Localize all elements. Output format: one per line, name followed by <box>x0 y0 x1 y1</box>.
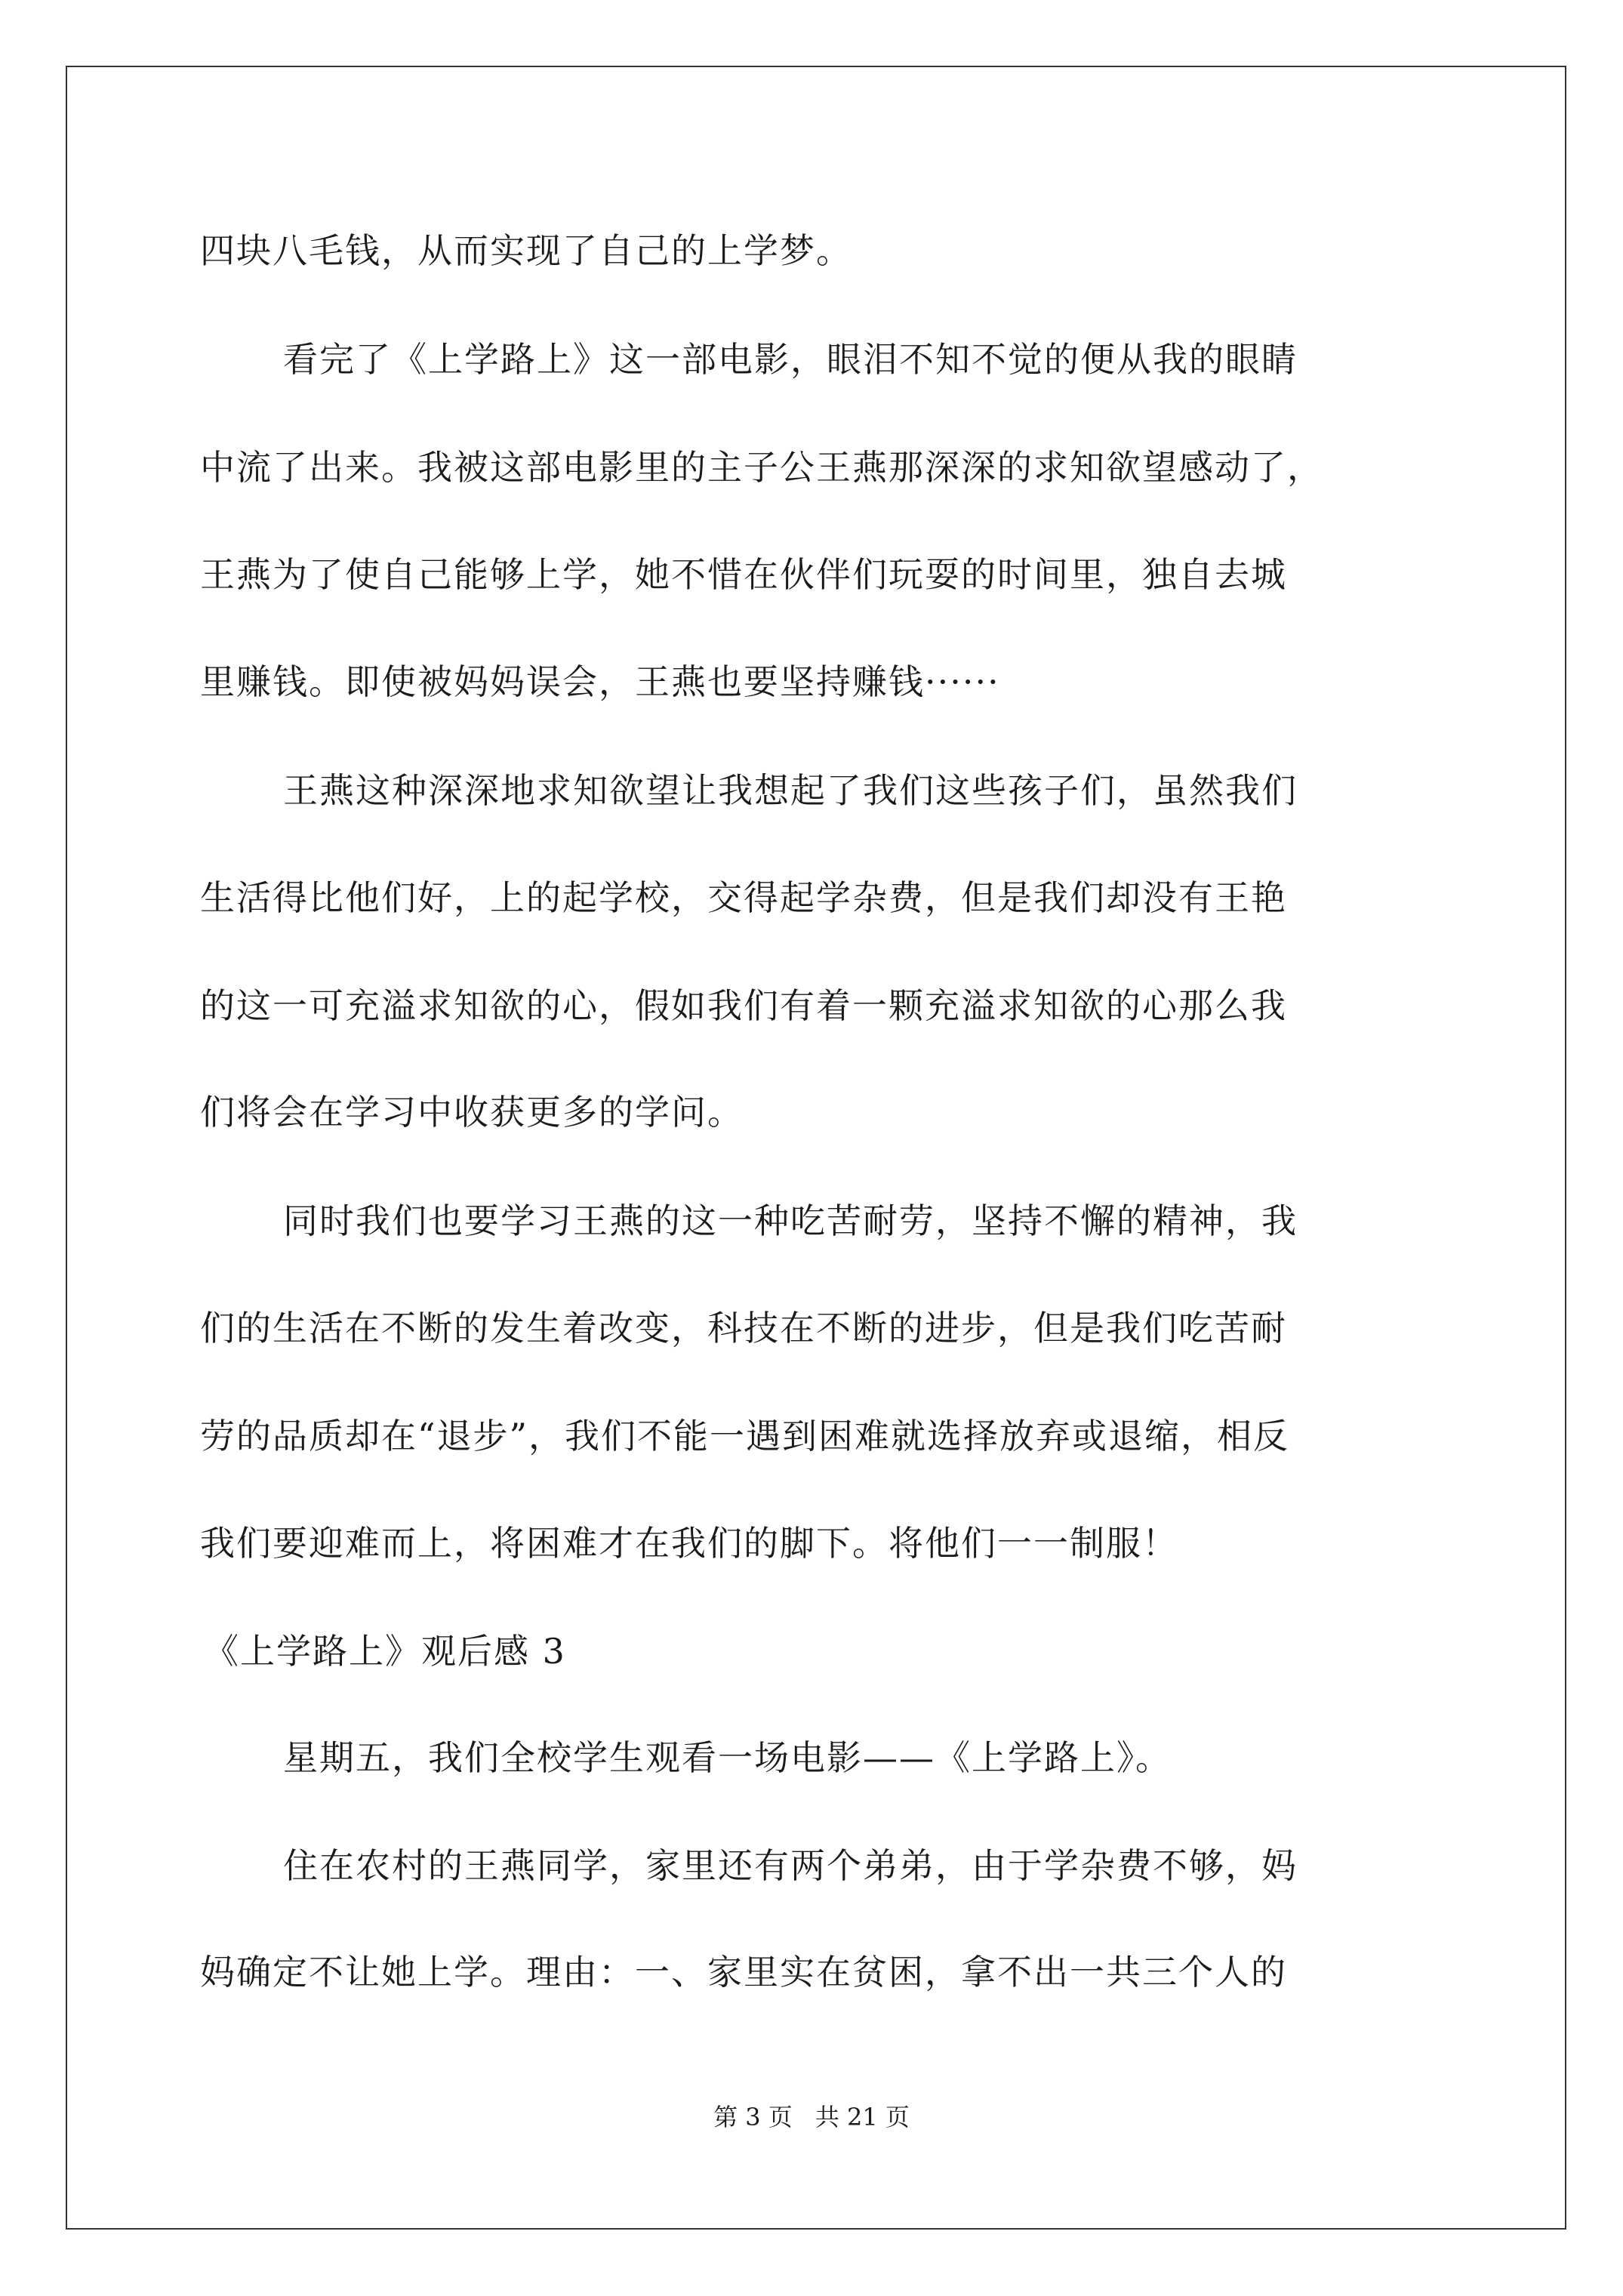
text-line: 里赚钱。即使被妈妈误会，王燕也要坚持赚钱······ <box>200 661 1000 702</box>
text-line: 们将会在学习中收获更多的学问。 <box>200 1092 744 1133</box>
text-line: 的这一可充溢求知欲的心，假如我们有着一颗充溢求知欲的心那么我 <box>200 985 1287 1026</box>
text-line: 我们要迎难而上，将困难才在我们的脚下。将他们一一制服！ <box>200 1523 1178 1564</box>
text-line: 中流了出来。我被这部电影里的主子公王燕那深深的求知欲望感动了， <box>200 447 1323 488</box>
text-line: 四块八毛钱，从而实现了自己的上学梦。 <box>200 230 852 271</box>
text-line: 们的生活在不断的发生着改变，科技在不断的进步，但是我们吃苦耐 <box>200 1308 1287 1348</box>
section-heading: 《上学路上》观后感 3 <box>204 1631 566 1672</box>
text-line: 星期五，我们全校学生观看一场电影——《上学路上》。 <box>283 1737 1172 1778</box>
page-total: 共 21 页 <box>815 2103 910 2131</box>
text-line: 王燕这种深深地求知欲望让我想起了我们这些孩子们，虽然我们 <box>283 770 1298 811</box>
page-number: 第 3 页 <box>713 2103 793 2131</box>
text-line: 看完了《上学路上》这一部电影，眼泪不知不觉的便从我的眼睛 <box>283 339 1298 380</box>
text-line: 劳的品质却在“退步”，我们不能一遇到困难就选择放弃或退缩，相反 <box>200 1416 1290 1456</box>
page-border <box>66 66 1566 2230</box>
page-footer <box>0 2102 1623 2132</box>
text-line: 妈确定不让她上学。理由：一、家里实在贫困，拿不出一共三个人的 <box>200 1952 1287 1992</box>
text-line: 生活得比他们好，上的起学校，交得起学杂费，但是我们却没有王艳 <box>200 877 1287 918</box>
text-line: 王燕为了使自己能够上学，她不惜在伙伴们玩耍的时间里，独自去城 <box>200 554 1287 595</box>
text-line: 同时我们也要学习王燕的这一种吃苦耐劳，坚持不懈的精神，我 <box>283 1200 1298 1241</box>
text-line: 住在农村的王燕同学，家里还有两个弟弟，由于学杂费不够，妈 <box>283 1845 1298 1886</box>
